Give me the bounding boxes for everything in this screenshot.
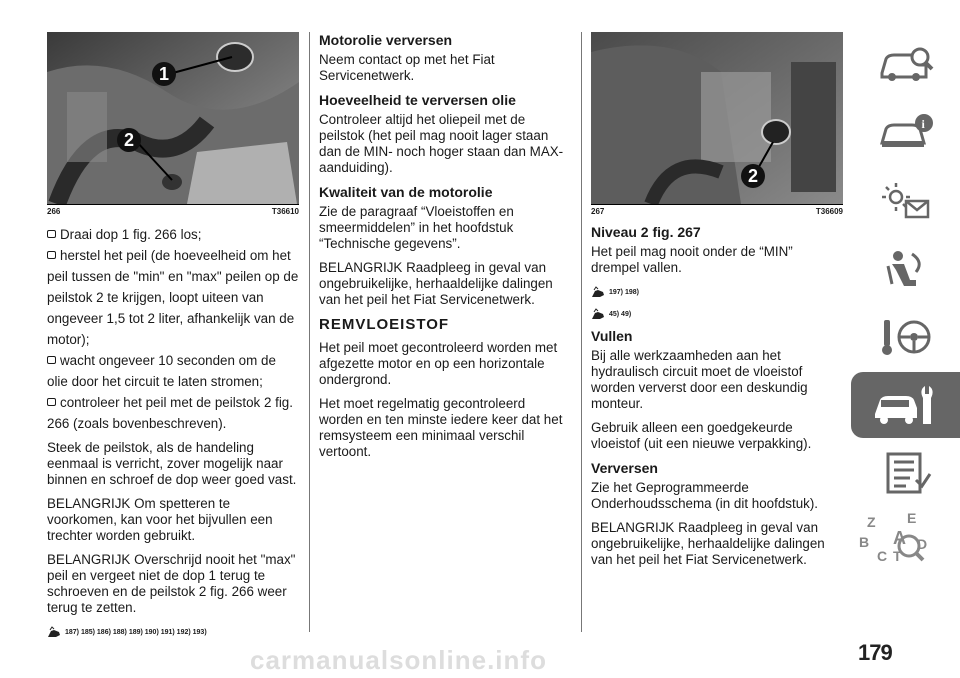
bullet-text: wacht ongeveer 10 seconden om de olie door het circuit te laten stromen;	[47, 353, 276, 389]
heading-remvloeistof: REMVLOEISTOF	[319, 316, 450, 333]
tab-car-info[interactable]	[851, 101, 960, 167]
index-letter: C	[877, 547, 888, 564]
warning-references	[591, 284, 843, 300]
car-info-icon	[876, 111, 936, 157]
paragraph: Het peil moet gecontroleerd worden met afgezette motor en op een horizontale ondergrond.	[319, 340, 558, 387]
paragraph: Gebruik alleen een goedgekeurde vloeistof (uit een nieuwe verpakking).	[591, 420, 812, 451]
heading-verversen: Verversen	[591, 460, 658, 476]
paragraph: Bij alle werkzaamheden aan het hydraulisch circuit moet de vloeistof worden ververst door een deskundig monteur.	[591, 348, 808, 411]
paragraph: Neem contact op met het Fiat Servicenetwerk.	[319, 52, 495, 83]
key-steering-icon	[876, 314, 936, 360]
bullet-item	[47, 245, 299, 350]
figure-caption-266	[47, 204, 299, 216]
checkbox-bullet-icon	[47, 398, 56, 406]
car-wrench-icon	[871, 380, 941, 430]
callout-1: 1	[152, 62, 176, 86]
engine-photo-266	[47, 32, 299, 204]
heading-motorolie: Motorolie verversen	[319, 32, 453, 48]
bullet-item	[47, 392, 299, 434]
airbag-seat-icon	[876, 246, 936, 292]
figure-number: 266	[47, 207, 61, 216]
tab-car-maintenance[interactable]	[851, 372, 960, 438]
paragraph: BELANGRIJK Overschrijd nooit het "max" peil en vergeet niet de dop 1 terug te schroeven en de peilstok 2 fig. 266 weer terug te zetten.	[47, 552, 296, 615]
page-number: 179	[858, 640, 892, 665]
column-divider	[581, 32, 582, 632]
paragraph: BELANGRIJK Om spetteren te voorkomen, kan voor het bijvullen een trechter worden gebruikt.	[47, 496, 273, 543]
caution-refs-text: 45) 49)	[609, 310, 632, 318]
figure-code: T36610	[271, 207, 299, 216]
column-left	[47, 32, 299, 646]
bullet-text: herstel het peil (de hoeveelheid om het peil tussen de "min" en "max" peilen op de peilstok 2 te krijgen, loopt uiteen van ongeveer 1,5 tot 2 liter, afhankelijk van de motor);	[47, 248, 299, 347]
callout-2: 2	[741, 164, 765, 188]
paragraph: Het peil mag nooit onder de “MIN” drempel vallen.	[591, 244, 793, 275]
index-letter: E	[907, 509, 917, 526]
bullet-item	[47, 224, 299, 245]
column-right	[591, 32, 843, 576]
tab-warning-lights[interactable]	[851, 169, 960, 235]
engine-figure-266	[47, 32, 299, 204]
svg-text:i: i	[921, 116, 925, 131]
tab-airbag-seat[interactable]	[851, 236, 960, 302]
checkbox-bullet-icon	[47, 251, 56, 259]
paragraph: Zie het Geprogrammeerde Onderhoudsschema (in dit hoofdstuk).	[591, 480, 819, 511]
warning-lights-icon	[876, 179, 936, 225]
heading-kwaliteit: Kwaliteit van de motorolie	[319, 184, 493, 200]
figure-number: 267	[591, 207, 605, 216]
heading-vullen: Vullen	[591, 328, 633, 344]
car-search-icon	[876, 43, 936, 89]
watermark: carmanualsonline.info	[250, 645, 547, 675]
index-letter: T	[893, 547, 902, 564]
figure-caption-267	[591, 204, 843, 216]
paragraph: Controleer altijd het oliepeil met de peilstok (het peil mag nooit lager staan dan de MIN- noch hoger staan dan MAX-aanduiding).	[319, 112, 564, 175]
index-letter: B	[859, 533, 870, 550]
paragraph: Steek de peilstok, als de handeling eenmaal is verricht, zover mogelijk naar binnen en schroef de dop weer goed vast.	[47, 440, 297, 487]
bullet-item	[47, 350, 299, 392]
tab-car-search[interactable]	[851, 33, 960, 99]
tab-checklist[interactable]	[851, 440, 960, 506]
warning-refs-text: 187) 185) 186) 188) 189) 190) 191) 192) 193)	[65, 628, 207, 636]
warning-hand-icon	[591, 286, 605, 298]
caution-hand-icon	[591, 308, 605, 320]
engine-figure-267	[591, 32, 843, 204]
index-letter: D	[917, 535, 928, 552]
column-divider	[309, 32, 310, 632]
index-letter: Z	[867, 513, 876, 530]
callout-2: 2	[117, 128, 141, 152]
warning-refs-text: 197) 198)	[609, 288, 639, 296]
warning-references	[47, 624, 299, 640]
warning-hand-icon	[47, 626, 61, 638]
heading-niveau: Niveau 2 fig. 267	[591, 224, 701, 240]
engine-photo-267	[591, 32, 843, 204]
tab-alphabet-index[interactable]	[851, 508, 960, 574]
paragraph: Zie de paragraaf “Vloeistoffen en smeermiddelen” in het hoofdstuk “Technische gegevens”.	[319, 204, 514, 251]
figure-code: T36609	[815, 207, 843, 216]
checkbox-bullet-icon	[47, 356, 56, 364]
paragraph: Het moet regelmatig gecontroleerd worden en ten minste iedere keer dat het remsysteem een minimaal verschil vertoont.	[319, 396, 563, 459]
chapter-sidebar	[851, 33, 960, 575]
heading-hoeveelheid: Hoeveelheid te verversen olie	[319, 92, 516, 108]
checkbox-bullet-icon	[47, 230, 56, 238]
index-letter: A	[893, 527, 906, 548]
checklist-icon	[876, 450, 936, 496]
paragraph: BELANGRIJK Raadpleeg in geval van ongebruikelijke, herhaaldelijke dalingen van het peil het Fiat Servicenetwerk.	[591, 520, 825, 567]
bullet-text: Draai dop 1 fig. 266 los;	[60, 227, 202, 242]
column-middle	[319, 32, 571, 468]
caution-references	[591, 306, 843, 322]
bullet-text: controleer het peil met de peilstok 2 fig. 266 (zoals bovenbeschreven).	[47, 395, 293, 431]
tab-key-steering[interactable]	[851, 304, 960, 370]
paragraph: BELANGRIJK Raadpleeg in geval van ongebruikelijke, herhaaldelijke dalingen van het peil het Fiat Servicenetwerk.	[319, 260, 553, 307]
